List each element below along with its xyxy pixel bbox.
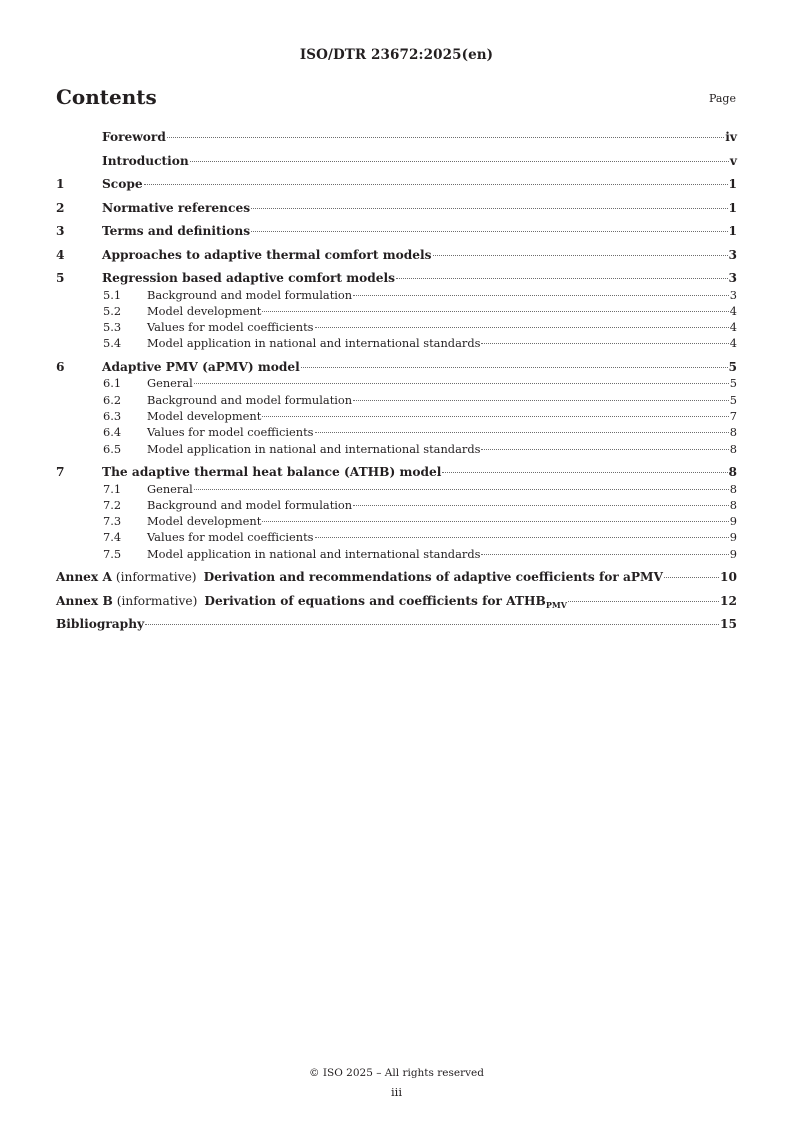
page-number: iii — [390, 1085, 403, 1099]
dot-leader — [481, 554, 728, 555]
toc-entry-number: 4 — [56, 247, 65, 262]
toc-subentry-number: 7.4 — [103, 530, 122, 545]
toc-subentry[interactable] — [56, 303, 737, 319]
annex-title: Derivation of equations and coefficients for ATHB — [204, 593, 546, 608]
toc-subentry-title: Background and model formulation — [147, 392, 353, 407]
toc-subentry[interactable] — [56, 424, 737, 440]
toc-subentry-title: Model development — [147, 514, 262, 529]
annex-entry-page: 10 — [720, 570, 737, 585]
toc-entry-title: The adaptive thermal heat balance (ATHB) model — [102, 465, 442, 480]
toc-entry[interactable] — [56, 464, 737, 481]
toc-entry-page: iv — [725, 130, 737, 144]
toc-subentry[interactable] — [56, 392, 737, 408]
toc-subentry-page: 8 — [729, 481, 737, 496]
toc-subentry-page: 9 — [729, 514, 737, 529]
toc-subentry-page: 8 — [729, 425, 737, 440]
table-of-contents — [56, 129, 737, 640]
toc-subentry-number: 6.4 — [103, 425, 122, 440]
toc-subentry-page: 4 — [729, 320, 737, 335]
copyright-notice: © ISO 2025 – All rights reserved — [309, 1067, 484, 1079]
toc-subentry-number: 5.1 — [103, 287, 122, 302]
toc-subentry[interactable] — [56, 546, 737, 570]
annex-kind: (informative) — [116, 593, 198, 608]
annex-kind: (informative) — [115, 570, 197, 585]
dot-leader — [353, 400, 729, 401]
toc-subentry[interactable] — [56, 441, 737, 465]
toc-subentry-page: 9 — [729, 530, 737, 545]
toc-subentry[interactable] — [56, 497, 737, 513]
annex-entry-page: 12 — [720, 593, 737, 608]
toc-subentry-page: 5 — [729, 392, 737, 407]
toc-entry-number: 6 — [56, 359, 65, 374]
dot-leader — [301, 367, 728, 368]
dot-leader — [315, 327, 729, 328]
dot-leader — [194, 383, 729, 384]
toc-entry[interactable] — [56, 153, 737, 177]
toc-subentry[interactable] — [56, 375, 737, 391]
toc-entry-page: 5 — [728, 359, 737, 374]
toc-entry[interactable] — [56, 359, 737, 376]
toc-subentry-title: Model development — [147, 408, 262, 423]
toc-entry-title: Foreword — [102, 130, 166, 144]
bibliography-page: 15 — [720, 617, 737, 632]
toc-subentry-page: 3 — [729, 287, 737, 302]
toc-subentry[interactable] — [56, 287, 737, 303]
toc-subentry-number: 7.1 — [103, 481, 122, 496]
dot-leader — [315, 537, 729, 538]
dot-leader — [353, 295, 729, 296]
dot-leader — [262, 416, 728, 417]
toc-subentry-number: 7.3 — [103, 514, 122, 529]
annex-entry-title — [56, 593, 567, 614]
dot-leader — [194, 489, 729, 490]
toc-entry-title: Adaptive PMV (aPMV) model — [102, 359, 300, 374]
toc-subentry-page: 9 — [729, 546, 737, 561]
dot-leader — [144, 184, 728, 185]
annex-label: Annex A — [56, 570, 112, 585]
dot-leader — [167, 137, 724, 138]
page-column-label: Page — [708, 92, 736, 105]
dot-leader — [262, 521, 728, 522]
toc-subentry-title: General — [147, 481, 193, 496]
toc-entry-number: 5 — [56, 271, 65, 285]
toc-entry-page: 8 — [728, 465, 737, 480]
toc-subentry-number: 5.4 — [103, 336, 122, 351]
toc-entry-number: 1 — [56, 177, 65, 191]
toc-entry-title: Terms and definitions — [102, 224, 251, 238]
toc-subentry-number: 6.1 — [103, 376, 122, 391]
dot-leader — [568, 601, 719, 602]
toc-entry-title: Normative references — [102, 200, 251, 215]
toc-entry-number: 2 — [56, 200, 65, 215]
toc-subentry[interactable] — [56, 481, 737, 497]
contents-title: Contents — [56, 85, 157, 109]
dot-leader — [481, 343, 728, 344]
toc-entry[interactable] — [56, 200, 737, 224]
toc-subentry-page: 4 — [729, 336, 737, 351]
toc-entry-page: 1 — [728, 177, 737, 191]
toc-entry-number: 3 — [56, 224, 65, 238]
dot-leader — [442, 472, 727, 473]
dot-leader — [251, 231, 727, 232]
toc-subentry-number: 5.2 — [103, 303, 122, 318]
dot-leader — [353, 505, 729, 506]
toc-subentry-title: Model application in national and international standards — [147, 546, 481, 561]
toc-entry[interactable] — [56, 129, 737, 153]
toc-subentry-title: Values for model coefficients — [147, 425, 314, 440]
dot-leader — [145, 624, 719, 625]
toc-entry[interactable] — [56, 247, 737, 271]
annex-label: Annex B — [56, 593, 113, 608]
toc-entry-number: 7 — [56, 465, 65, 480]
toc-subentry-title: Values for model coefficients — [147, 530, 314, 545]
toc-entry[interactable] — [56, 270, 737, 287]
dot-leader — [433, 255, 728, 256]
toc-entry-title: Scope — [102, 177, 143, 191]
toc-entry-page: 1 — [728, 224, 737, 238]
toc-subentry-title: General — [147, 376, 193, 391]
toc-subentry-page: 8 — [729, 497, 737, 512]
toc-subentry-title: Background and model formulation — [147, 287, 353, 302]
toc-entry-title: Approaches to adaptive thermal comfort models — [102, 247, 432, 262]
toc-subentry-page: 5 — [729, 376, 737, 391]
document-header: ISO/DTR 23672:2025(en) — [299, 47, 494, 63]
toc-subentry-number: 7.2 — [103, 497, 122, 512]
toc-entry-title: Regression based adaptive comfort models — [102, 271, 396, 285]
dot-leader — [481, 449, 728, 450]
dot-leader — [262, 311, 728, 312]
dot-leader — [396, 278, 727, 279]
toc-subentry-title: Background and model formulation — [147, 497, 353, 512]
toc-subentry-page: 7 — [729, 408, 737, 423]
annex-entry[interactable] — [56, 593, 737, 617]
toc-subentry-title: Model development — [147, 303, 262, 318]
toc-subentry-title: Model application in national and international standards — [147, 336, 481, 351]
annex-entry-title — [56, 569, 663, 586]
dot-leader — [190, 161, 729, 162]
toc-subentry-title: Values for model coefficients — [147, 320, 314, 335]
annex-entry[interactable] — [56, 569, 737, 593]
toc-entry-page: 3 — [728, 271, 737, 285]
toc-entry-title: Introduction — [102, 153, 189, 168]
dot-leader — [251, 208, 727, 209]
bibliography-entry[interactable] — [56, 616, 737, 640]
annex-title: Derivation and recommendations of adaptive coefficients for aPMV — [203, 570, 664, 585]
toc-subentry-page: 8 — [729, 441, 737, 456]
toc-entry-page: v — [729, 153, 737, 168]
toc-entry-page: 1 — [728, 200, 737, 215]
toc-subentry[interactable] — [56, 529, 737, 545]
toc-entry[interactable] — [56, 176, 737, 200]
toc-subentry-number: 6.5 — [103, 441, 122, 456]
toc-subentry[interactable] — [56, 319, 737, 335]
toc-subentry[interactable] — [56, 335, 737, 359]
toc-subentry[interactable] — [56, 408, 737, 424]
toc-subentry-number: 7.5 — [103, 546, 122, 561]
annex-title-subscript: PMV — [545, 599, 567, 610]
bibliography-title: Bibliography — [56, 617, 145, 632]
toc-subentry-number: 6.3 — [103, 408, 122, 423]
toc-entry[interactable] — [56, 223, 737, 247]
dot-leader — [315, 432, 729, 433]
toc-subentry-title: Model application in national and international standards — [147, 441, 481, 456]
dot-leader — [664, 577, 719, 578]
toc-entry-page: 3 — [728, 247, 737, 262]
toc-subentry-number: 5.3 — [103, 320, 122, 335]
toc-subentry[interactable] — [56, 513, 737, 529]
toc-subentry-page: 4 — [729, 303, 737, 318]
toc-subentry-number: 6.2 — [103, 392, 122, 407]
